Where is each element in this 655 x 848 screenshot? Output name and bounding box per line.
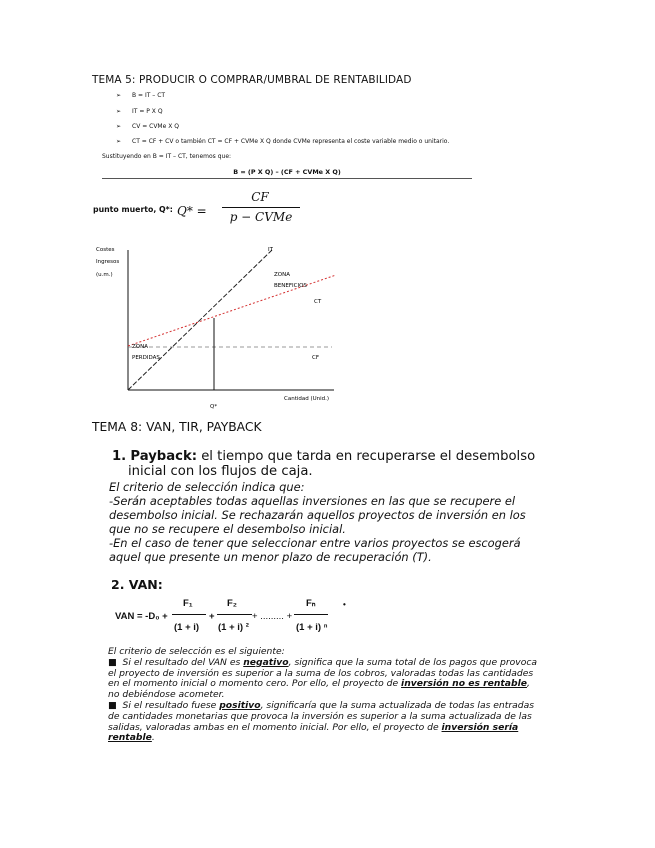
payback-term: Payback: <box>130 449 197 464</box>
criterio-line: -Serán aceptables todas aquellas inversiones en las que se recupere el <box>109 494 515 508</box>
criterio-line: El criterio de selección indica que: <box>109 480 305 494</box>
van-f2: F₂ <box>227 598 238 609</box>
zona-perdidas-2: PERDIDAS <box>132 355 160 361</box>
arrow-bullet-icon: ➢ <box>116 138 122 145</box>
payback-criterio <box>109 480 554 564</box>
no-rentable-text: inversión no es rentable <box>401 678 527 690</box>
payback-number: 1. <box>112 449 127 464</box>
divider <box>102 178 472 179</box>
rentable-text-2: rentable <box>108 732 152 744</box>
x-label: Cantidad (Unid.) <box>284 396 330 402</box>
square-bullet-icon: ■ <box>108 656 117 668</box>
ct-label: CT <box>314 299 322 305</box>
it-label: IT <box>268 247 273 253</box>
tema5-title: TEMA 5: PRODUCIR O COMPRAR/UMBRAL DE RENTABILIDAD <box>92 74 412 86</box>
criterio-line: desembolso inicial. Se rechazarán aquellos proyectos de inversión en los <box>109 508 526 522</box>
break-even-graph <box>90 240 350 410</box>
fraction-bar <box>172 614 206 615</box>
bullet-3: ➢ CV = CVMe X Q <box>116 123 179 130</box>
bullet-4: ➢ CT = CF + CV o también CT = CF + CVMe X Q donde CVMe representa el coste variable medio o unitario. <box>116 138 450 145</box>
arrow-bullet-icon: ➢ <box>116 123 122 130</box>
van-f1: F₁ <box>183 598 193 609</box>
negativo-word: negativo <box>243 656 289 668</box>
y-label-2: Ingresos <box>96 259 120 265</box>
formula-denominator: p − CVMe <box>229 210 293 224</box>
payback-line2: inicial con los flujos de caja. <box>128 464 313 479</box>
fraction-bar <box>217 614 252 615</box>
payback-paragraph <box>112 449 552 479</box>
van-lhs: VAN = -D₀ + <box>115 611 168 622</box>
van-d1: (1 + i) <box>174 622 200 633</box>
formula-lhs: Q* = <box>177 204 207 218</box>
payback-line1: el tiempo que tarda en recuperarse el desembolso <box>197 449 536 464</box>
square-bullet-icon: ■ <box>108 699 117 711</box>
fraction-bar <box>294 614 328 615</box>
positivo-word: positivo <box>219 699 261 711</box>
zona-beneficios-1: ZONA <box>274 272 290 278</box>
zona-beneficios-2: BENEFICIOS <box>274 283 307 289</box>
criterio-line: aquel que presente un menor plazo de recuperación (T). <box>109 550 432 564</box>
criterio-line: -En el caso de tener que seleccionar entre varios proyectos se escogerá <box>109 536 521 550</box>
fraction-bar <box>222 207 300 208</box>
van-end: • <box>343 600 346 609</box>
sustituyendo-text: Sustituyendo en B = IT – CT, tenemos que: <box>102 153 232 160</box>
van-heading: 2. VAN: <box>111 577 163 592</box>
bullet-1: ➢ B = IT – CT <box>116 92 166 99</box>
y-label-3: (u.m.) <box>96 272 113 278</box>
zona-perdidas-1: ZONA <box>132 344 148 350</box>
van-dn: (1 + i) ⁿ <box>296 622 328 633</box>
van-plus: + <box>209 611 215 622</box>
van-fn: Fₙ <box>306 598 316 609</box>
van-d2: (1 + i) ² <box>218 622 249 633</box>
it-line <box>128 250 272 390</box>
van-criterio-intro: El criterio de selección es el siguiente: <box>108 646 285 657</box>
equations-image <box>102 88 487 178</box>
punto-muerto-label: punto muerto, Q*: <box>93 205 173 214</box>
tema8-title: TEMA 8: VAN, TIR, PAYBACK <box>92 420 262 434</box>
y-label-1: Costes <box>96 247 115 253</box>
van-dots: + ......... + <box>252 611 293 622</box>
bullet-2: ➢ IT = P X Q <box>116 108 163 115</box>
arrow-bullet-icon: ➢ <box>116 108 122 115</box>
van-formula <box>115 596 365 636</box>
q-star-label: Q* <box>210 404 218 410</box>
rentable-text-1: inversión sería <box>441 721 519 733</box>
b-equation: B = (P X Q) – (CF + CVMe X Q) <box>233 168 341 176</box>
formula-numerator: CF <box>251 190 269 204</box>
criterio-line: que no se recupere el desembolso inicial. <box>109 522 346 536</box>
van-criterio: El criterio de selección es el siguiente: ■ Si el resultado del VAN es negativo, significa que la suma total de los pagos que provoca el proyecto de inversión es superior a la suma de los cobros, valoradas todas las cantidades en el momento inicial o momento cero. Por ello, el proyecto de inversión no es rentable, no debiéndose acometer. ■ Si el resultado fuese positivo, significaría que la suma actualizada de todas las entradas de cantidades monetarias que provoca la inversión es superior a la suma actualizada de las salidas, valoradas ambas en el momento inicial. Por ello, el proyecto de inversión sería rentable. <box>108 647 563 744</box>
arrow-bullet-icon: ➢ <box>116 92 122 99</box>
cf-label: CF <box>312 355 320 361</box>
